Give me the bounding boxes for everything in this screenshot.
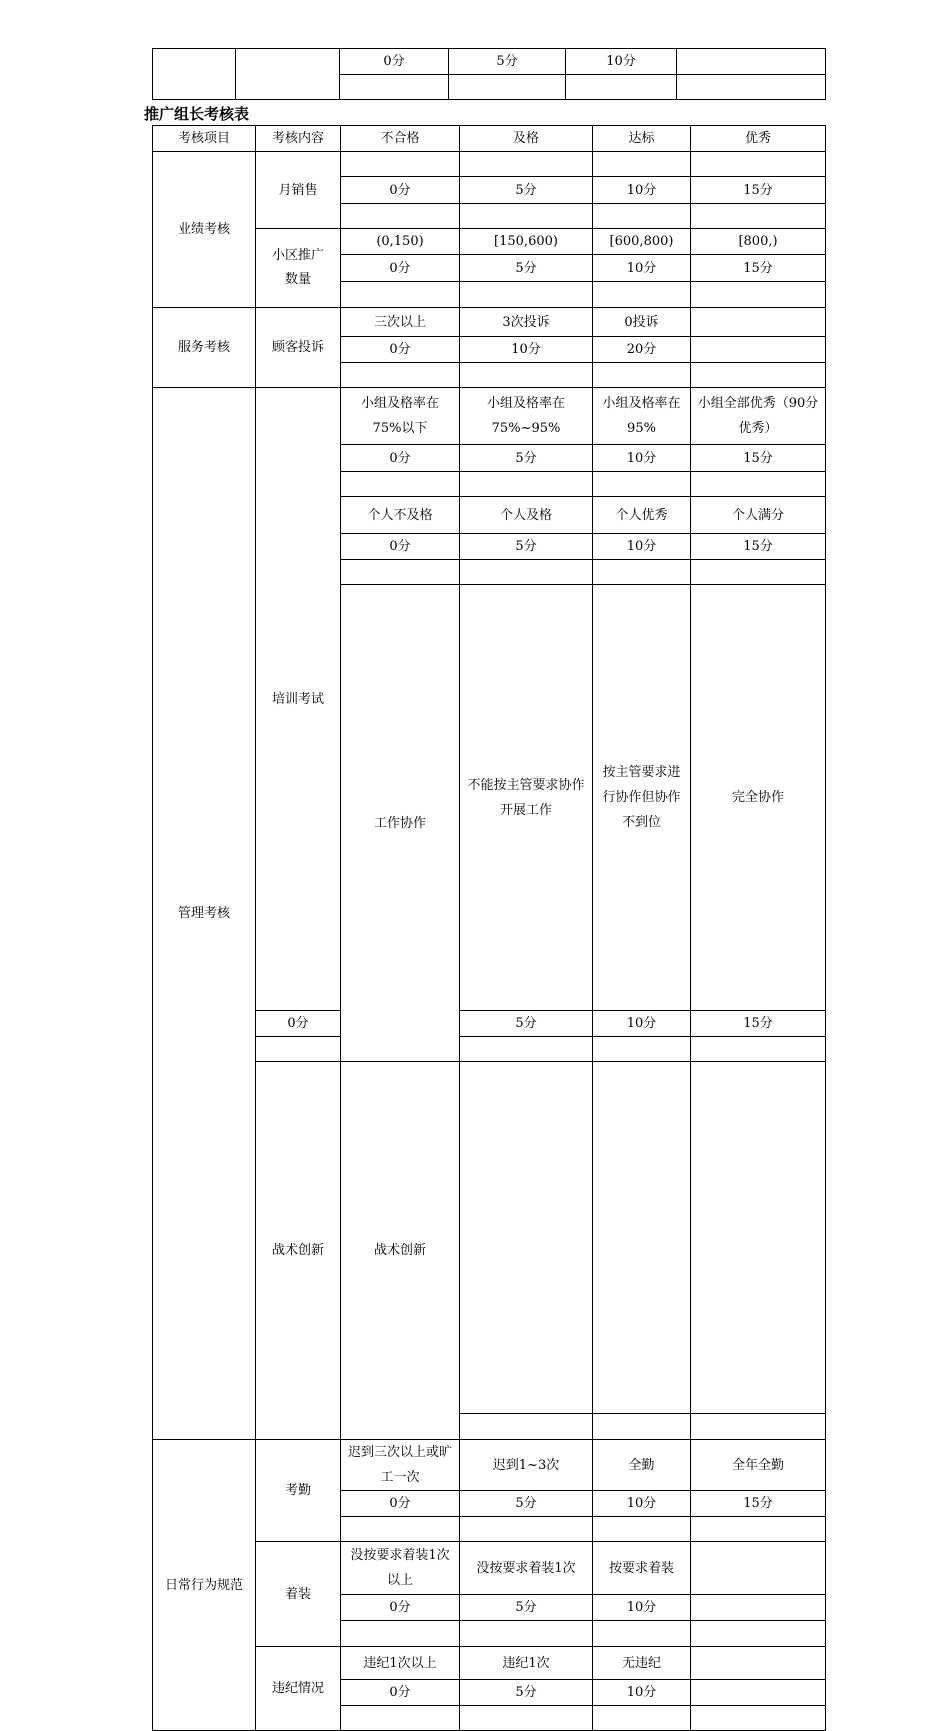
criteria-cell: 个人满分 — [691, 497, 826, 534]
table-cell — [449, 75, 566, 100]
table-cell — [691, 1621, 826, 1647]
range-cell: [150,600) — [460, 229, 593, 255]
table-cell — [341, 282, 460, 308]
score-cell: 0分 — [341, 1491, 460, 1517]
table-cell — [460, 1062, 593, 1414]
criteria-cell: 没按要求着装1次 — [460, 1542, 593, 1595]
score-cell: 10分 — [593, 445, 691, 472]
table-cell — [691, 1414, 826, 1440]
table-cell — [460, 472, 593, 497]
score-cell: 10分 — [593, 1011, 691, 1037]
table-cell — [460, 152, 593, 177]
criteria-cell: 按要求着装 — [593, 1542, 691, 1595]
table-cell — [593, 1062, 691, 1414]
criteria-cell: 个人不及格 — [341, 497, 460, 534]
category-service: 服务考核 — [153, 308, 256, 388]
table-cell — [256, 1037, 341, 1062]
table-cell — [460, 1621, 593, 1647]
score-cell — [691, 337, 826, 363]
criteria-cell — [691, 1647, 826, 1680]
table-cell — [593, 1517, 691, 1542]
criteria-cell: 全年全勤 — [691, 1440, 826, 1491]
criteria-cell: 违纪1次 — [460, 1647, 593, 1680]
table-cell — [593, 152, 691, 177]
score-cell: 15分 — [691, 255, 826, 282]
table-cell — [593, 472, 691, 497]
table-cell — [341, 560, 460, 585]
table-cell — [691, 282, 826, 308]
item-dress: 着装 — [256, 1542, 341, 1647]
criteria-cell: 无违纪 — [593, 1647, 691, 1680]
table-cell — [691, 1706, 826, 1731]
range-cell: [600,800) — [593, 229, 691, 255]
score-cell: 15分 — [691, 1011, 826, 1037]
score-cell — [677, 49, 826, 75]
score-cell — [691, 1595, 826, 1621]
header-item: 考核项目 — [153, 126, 256, 152]
score-cell: 0分 — [341, 255, 460, 282]
item-attendance: 考勤 — [256, 1440, 341, 1542]
table-cell — [340, 75, 449, 100]
table-cell — [691, 472, 826, 497]
score-cell: 5分 — [460, 1491, 593, 1517]
criteria-cell: 违纪1次以上 — [341, 1647, 460, 1680]
table-cell — [341, 472, 460, 497]
score-cell: 0分 — [256, 1011, 341, 1037]
table-cell — [593, 1621, 691, 1647]
table-cell — [341, 204, 460, 229]
criteria-cell: 个人优秀 — [593, 497, 691, 534]
table-cell — [593, 204, 691, 229]
table-cell — [691, 560, 826, 585]
table-cell — [691, 1062, 826, 1414]
score-cell: 10分 — [593, 255, 691, 282]
table-cell — [341, 1621, 460, 1647]
header-standard: 达标 — [593, 126, 691, 152]
criteria-cell: 没按要求着装1次以上 — [341, 1542, 460, 1595]
score-cell: 5分 — [460, 1011, 593, 1037]
score-cell: 0分 — [341, 1595, 460, 1621]
criteria-cell — [691, 308, 826, 337]
table-cell — [593, 1706, 691, 1731]
criteria-cell: 小组及格率在95% — [593, 388, 691, 445]
criteria-cell: 三次以上 — [341, 308, 460, 337]
table-cell — [691, 363, 826, 388]
category-performance: 业绩考核 — [153, 152, 256, 308]
previous-table-fragment — [152, 48, 826, 100]
category-management: 管理考核 — [153, 388, 256, 1440]
score-cell: 5分 — [460, 1680, 593, 1706]
score-cell: 15分 — [691, 445, 826, 472]
range-cell: [800,) — [691, 229, 826, 255]
category-conduct: 日常行为规范 — [153, 1440, 256, 1731]
criteria-cell: 全勤 — [593, 1440, 691, 1491]
table-cell — [460, 1517, 593, 1542]
header-content: 考核内容 — [256, 126, 341, 152]
score-cell: 0分 — [341, 1680, 460, 1706]
range-cell: (0,150) — [341, 229, 460, 255]
score-cell: 0分 — [341, 337, 460, 363]
table-cell — [460, 363, 593, 388]
table-cell — [460, 1037, 593, 1062]
score-cell: 5分 — [460, 177, 593, 204]
item-complaints: 顾客投诉 — [256, 308, 341, 388]
item-innovation: 战术创新 — [341, 1062, 460, 1440]
criteria-cell: 按主管要求进行协作但协作不到位 — [593, 585, 691, 1011]
criteria-cell: 不能按主管要求协作开展工作 — [460, 585, 593, 1011]
score-cell: 5分 — [460, 534, 593, 560]
section-title: 推广组长考核表 — [144, 105, 250, 123]
score-cell: 0分 — [341, 534, 460, 560]
score-cell: 15分 — [691, 177, 826, 204]
score-cell: 15分 — [691, 534, 826, 560]
criteria-cell: 小组全部优秀（90分优秀） — [691, 388, 826, 445]
score-cell: 5分 — [460, 1595, 593, 1621]
table-cell — [236, 49, 340, 100]
category-innovation: 战术创新 — [256, 1062, 341, 1440]
evaluation-table — [152, 125, 826, 1731]
header-fail: 不合格 — [341, 126, 460, 152]
item-community-promotion: 小区推广 数量 — [256, 229, 341, 308]
score-cell: 10分 — [593, 1680, 691, 1706]
score-cell: 10分 — [593, 1595, 691, 1621]
header-pass: 及格 — [460, 126, 593, 152]
table-cell — [460, 1414, 593, 1440]
score-cell: 0分 — [341, 177, 460, 204]
table-cell — [341, 1706, 460, 1731]
table-cell — [593, 363, 691, 388]
table-cell — [677, 75, 826, 100]
score-cell: 10分 — [460, 337, 593, 363]
table-cell — [566, 75, 677, 100]
table-cell — [341, 152, 460, 177]
table-cell — [460, 560, 593, 585]
table-cell — [691, 1517, 826, 1542]
criteria-cell: 3次投诉 — [460, 308, 593, 337]
item-training-exam: 培训考试 — [256, 388, 341, 1011]
table-cell — [341, 1517, 460, 1542]
criteria-cell: 迟到1~3次 — [460, 1440, 593, 1491]
score-cell: 10分 — [593, 177, 691, 204]
table-cell — [691, 204, 826, 229]
table-cell — [593, 1037, 691, 1062]
score-cell: 5分 — [460, 445, 593, 472]
score-cell — [691, 1680, 826, 1706]
table-cell — [460, 204, 593, 229]
item-monthly-sales: 月销售 — [256, 152, 341, 229]
table-cell — [341, 363, 460, 388]
score-cell: 15分 — [691, 1491, 826, 1517]
score-cell: 10分 — [593, 1491, 691, 1517]
table-header-row — [153, 126, 826, 152]
criteria-cell: 迟到三次以上或旷工一次 — [341, 1440, 460, 1491]
table-cell — [691, 1037, 826, 1062]
score-cell: 0分 — [340, 49, 449, 75]
criteria-cell — [691, 1542, 826, 1595]
score-cell: 10分 — [593, 534, 691, 560]
score-cell: 0分 — [341, 445, 460, 472]
header-excellent: 优秀 — [691, 126, 826, 152]
score-cell: 10分 — [566, 49, 677, 75]
table-cell — [593, 560, 691, 585]
criteria-cell: 0投诉 — [593, 308, 691, 337]
table-cell — [593, 282, 691, 308]
table-cell — [153, 49, 236, 100]
item-cooperation: 工作协作 — [341, 585, 460, 1062]
table-cell — [460, 282, 593, 308]
criteria-cell: 完全协作 — [691, 585, 826, 1011]
table-cell — [691, 152, 826, 177]
item-discipline: 违纪情况 — [256, 1647, 341, 1731]
criteria-cell: 个人及格 — [460, 497, 593, 534]
score-cell: 20分 — [593, 337, 691, 363]
criteria-cell: 小组及格率在75%以下 — [341, 388, 460, 445]
criteria-cell: 小组及格率在75%~95% — [460, 388, 593, 445]
score-cell: 5分 — [449, 49, 566, 75]
table-cell — [593, 1414, 691, 1440]
table-cell — [460, 1706, 593, 1731]
score-cell: 5分 — [460, 255, 593, 282]
